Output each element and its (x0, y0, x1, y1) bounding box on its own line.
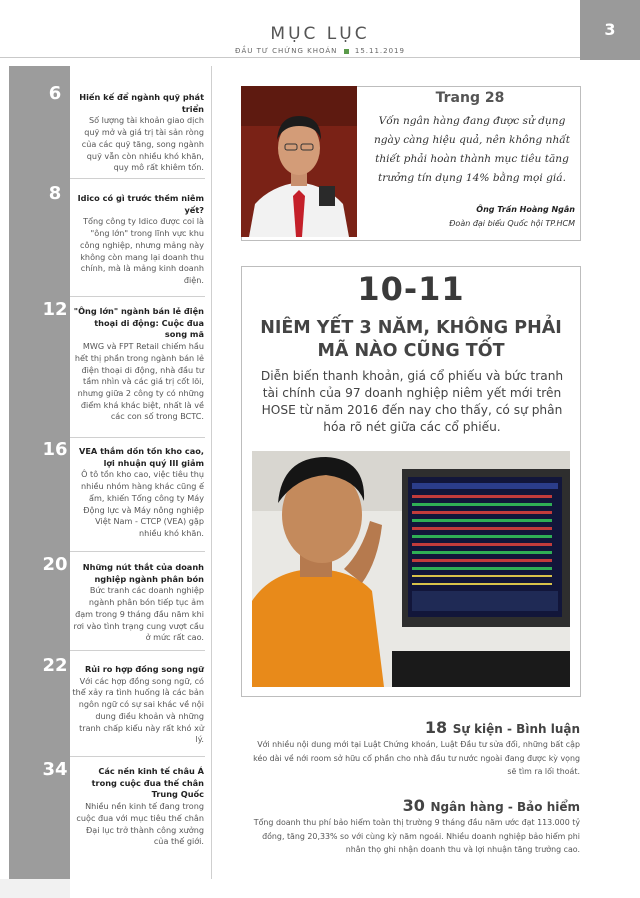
toc-desc: Nhiều nền kinh tế đang trong cuộc đua với mục tiêu thế chân Đại lục trở thành công xưởng của thế giới. (76, 801, 204, 847)
toc-desc: MWG và FPT Retail chiếm hầu hết thị phần trong ngành bán lẻ điện thoại di động, nhà đầu tư tầm nhìn và các giá trị cốt lõi, nhưng giữa 2 công ty có những điểm khá khác biệt, nhất là về các con số trong BCTC. (74, 341, 204, 422)
publication-name: ĐẦU TƯ CHỨNG KHOÁN (235, 47, 338, 55)
section-label: Sự kiện - Bình luận (452, 722, 580, 736)
section-desc: Tổng doanh thu phí bảo hiểm toàn thị trường 9 tháng đầu năm ước đạt 113.000 tỷ đồng, tăng 20,33% so với cùng kỳ năm ngoái. Nhiều doanh nghiệp bảo hiểm phi nhân thọ ghi nhận doanh thu và lợi nhuận tăng trưởng cao. (253, 818, 580, 854)
quote-speaker: Ông Trần Hoàng Ngân (476, 205, 575, 214)
trader-photo (252, 451, 570, 687)
toc-entry[interactable] (72, 446, 204, 540)
speaker-portrait (241, 86, 357, 237)
toc-page-number: 20 (42, 554, 68, 575)
square-bullet-icon (344, 49, 349, 54)
toc-divider (70, 178, 205, 179)
toc-title: Các nền kinh tế châu Á trong cuộc đua thế chân Trung Quốc (91, 766, 204, 800)
section-page-number: 30 (402, 796, 425, 815)
toc-page-number: 12 (42, 299, 68, 320)
section-heading[interactable] (220, 796, 580, 815)
page-number: 3 (604, 20, 616, 39)
quote-speaker-role: Đoàn đại biểu Quốc hội TP.HCM (449, 219, 575, 228)
toc-title: Những nút thắt của doanh nghiệp ngành phân bón (82, 562, 204, 584)
toc-divider (70, 756, 205, 757)
feature-title-line: MÃ NÀO CŨNG TỐT (317, 341, 505, 361)
toc-desc: Số lượng tài khoản giao dịch quỹ mở và giá trị tài sản ròng của các quỹ tăng, song ngành quỹ vẫn còn nhiều khó khăn, quy mô rất khiêm tốn. (81, 115, 204, 173)
section-heading[interactable] (220, 718, 580, 737)
quote-text: Vốn ngân hàng đang được sử dụng ngày càng hiệu quả, nên không nhất thiết phải hoàn thành mục tiêu tăng trưởng tín dụng 14% bằng mọi giá. (373, 115, 571, 184)
section-page-number: 18 (424, 718, 448, 737)
toc-divider (70, 650, 205, 651)
toc-title: "Ông lớn" ngành bán lẻ điện thoại di động: Cuộc đua song mã (73, 306, 204, 340)
section-desc: Với nhiều nội dung mới tại Luật Chứng khoán, Luật Đầu tư sửa đổi, những bất cập kéo dài về nới room sở hữu cổ phần cho nhà đầu tư nước ngoài đang được kỳ vọng sẽ tìm ra lối thoát. (253, 740, 580, 776)
toc-divider (70, 437, 205, 438)
toc-desc: Bức tranh các doanh nghiệp ngành phân bón tiếp tục ảm đạm trong 9 tháng đầu năm khi rơi vào tình trạng cung vượt cầu ở mức rất cao. (73, 585, 204, 643)
feature-title-line: NIÊM YẾT 3 NĂM, KHÔNG PHẢI (260, 318, 562, 338)
feature-lead: Diễn biến thanh khoản, giá cổ phiếu và bức tranh tài chính của 97 doanh nghiệp niêm yết mới trên HOSE từ năm 2016 đến nay cho thấy, có sự phân hóa rõ nét giữa các cổ phiếu. (260, 369, 564, 434)
publication-line (0, 47, 640, 55)
sidebar-footer (0, 879, 70, 898)
toc-entry[interactable] (72, 562, 204, 644)
column-divider (211, 66, 212, 879)
toc-page-number: 34 (42, 759, 68, 780)
header-divider (0, 57, 580, 58)
toc-page-number: 6 (48, 83, 62, 104)
toc-title: Rủi ro hợp đồng song ngữ (84, 664, 204, 674)
toc-page-number: 16 (42, 439, 68, 460)
toc-page-number: 22 (42, 655, 68, 676)
feature-pages: 10-11 (357, 270, 465, 308)
toc-entry[interactable] (72, 664, 204, 746)
speaker-photo (241, 86, 357, 237)
toc-divider (70, 551, 205, 552)
feature-title (241, 317, 581, 363)
page-title: MỤC LỤC (270, 24, 370, 44)
issue-date: 15.11.2019 (354, 47, 405, 55)
toc-entry[interactable] (72, 306, 204, 423)
toc-desc: Với các hợp đồng song ngữ, có thể xảy ra tình huống là các bản ngôn ngữ có sự sai khác về nội dung điều khoản và những tranh chấp kiểu này rất khó xử lý. (72, 675, 204, 745)
section-label: Ngân hàng - Bảo hiểm (430, 800, 580, 814)
toc-entry[interactable] (72, 766, 204, 848)
toc-divider (70, 296, 205, 297)
toc-entry[interactable] (72, 193, 204, 287)
toc-desc: Ô tô tồn kho cao, việc tiêu thụ nhiều nhóm hàng khác cũng ế ẩm, khiến Tổng công ty Máy Động lực và Máy nông nghiệp Việt Nam - CTCP (VEA) gặp nhiều khó khăn. (81, 469, 204, 538)
toc-title: Hiến kế để ngành quỹ phát triển (79, 92, 204, 114)
quote-page-label: Trang 28 (435, 90, 505, 106)
toc-title: VEA thắm dồn tồn kho cao, lợi nhuận quý III giảm (78, 446, 204, 468)
feature-photo (252, 451, 570, 687)
toc-page-number: 8 (48, 183, 62, 204)
toc-title: Idico có gì trước thềm niêm yết? (77, 193, 204, 215)
toc-desc: Tổng công ty Idico được coi là "ông lớn" trong lĩnh vực khu công nghiệp, nhưng mảng này không còn mang lại doanh thu chính, mà là mảng kinh doanh điện. (80, 216, 204, 285)
toc-entry[interactable] (72, 92, 204, 174)
